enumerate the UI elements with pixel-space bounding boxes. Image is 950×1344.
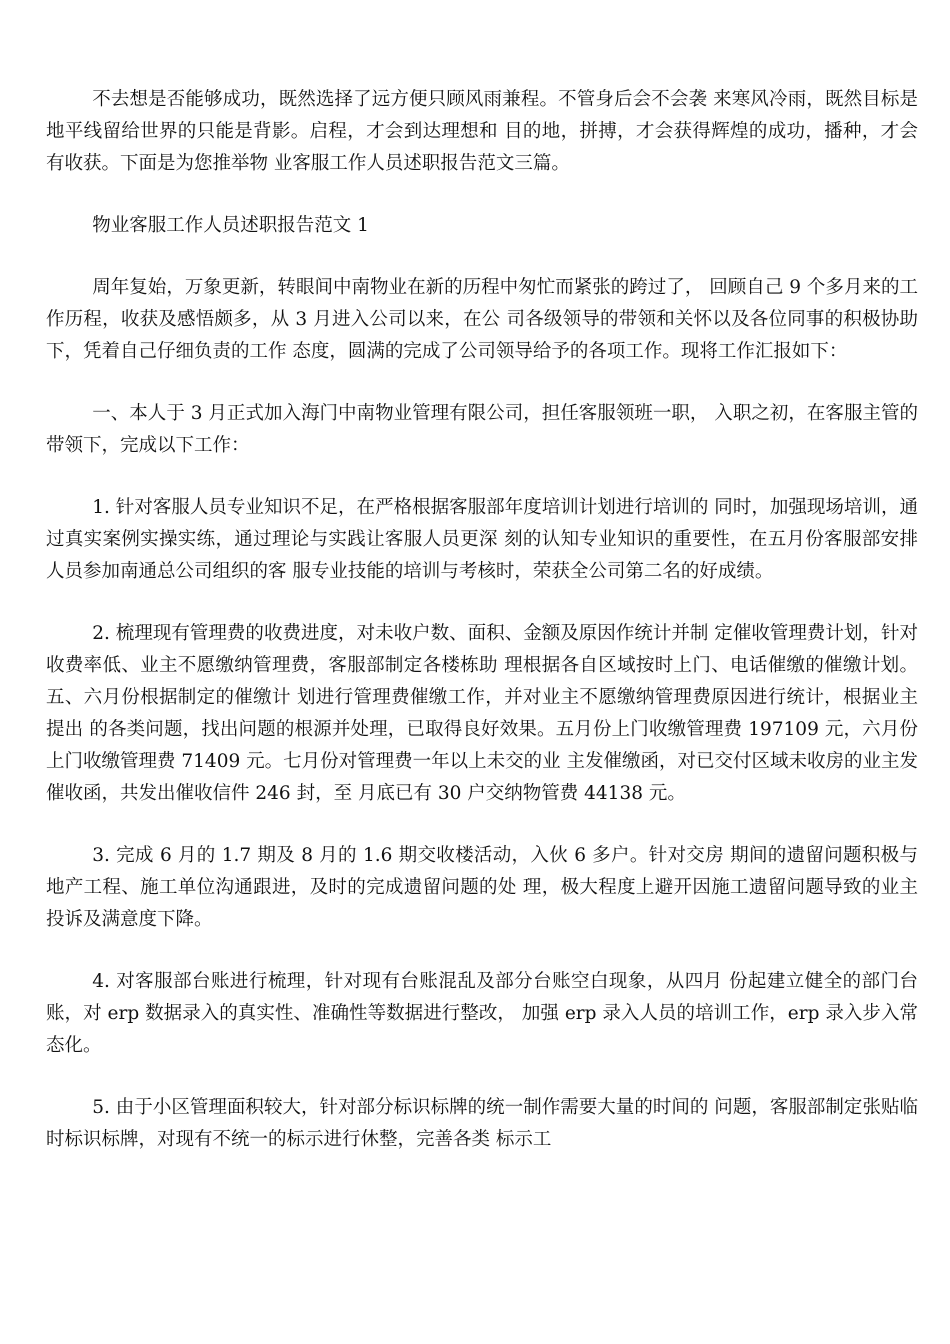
list-item-5: 5. 由于小区管理面积较大，针对部分标识标牌的统一制作需要大量的时间的 问题，客服部制定张贴临时标识标牌，对现有不统一的标示进行休整，完善各类 标示工 bbox=[46, 1097, 918, 1150]
section-title: 物业客服工作人员述职报告范文 1 bbox=[92, 215, 369, 236]
body-paragraph-1: 周年复始，万象更新，转眼间中南物业在新的历程中匆忙而紧张的跨过了， 回顾自己 9 个多月来的工作历程，收获及感悟颇多，从 3 月进入公司以来，在公 司各级领导的带领和关怀以及各位同事的积极协助下，凭着自己仔细负责的工作 态度，圆满的完成了公司领导给予的各项工作。现将工作汇报如下： bbox=[46, 277, 918, 362]
document-page bbox=[46, 84, 918, 1186]
list-item-4: 4. 对客服部台账进行梳理，针对现有台账混乱及部分台账空白现象，从四月 份起建立健全的部门台账，对 erp 数据录入的真实性、准确性等数据进行整改， 加强 erp 录入人员的培训工作，erp 录入步入常态化。 bbox=[46, 971, 918, 1056]
list-item-3: 3. 完成 6 月的 1.7 期及 8 月的 1.6 期交收楼活动，入伙 6 多户。针对交房 期间的遗留问题积极与地产工程、施工单位沟通跟进，及时的完成遗留问题的处 理，极大程度上避开因施工遗留问题导致的业主投诉及满意度下降。 bbox=[46, 845, 918, 930]
body-paragraph-2: 一、本人于 3 月正式加入海门中南物业管理有限公司，担任客服领班一职， 入职之初，在客服主管的带领下，完成以下工作： bbox=[46, 403, 918, 456]
list-item-1: 1. 针对客服人员专业知识不足，在严格根据客服部年度培训计划进行培训的 同时，加强现场培训，通过真实案例实操实练，通过理论与实践让客服人员更深 刻的认知专业知识的重要性，在五月份客服部安排人员参加南通总公司组织的客 服专业技能的培训与考核时，荣获全公司第二名的好成绩。 bbox=[46, 497, 918, 582]
intro-paragraph: 不去想是否能够成功，既然选择了远方便只顾风雨兼程。不管身后会不会袭 来寒风冷雨，既然目标是地平线留给世界的只能是背影。启程，才会到达理想和 目的地，拼搏，才会获得辉煌的成功，播种，才会有收获。下面是为您推举物 业客服工作人员述职报告范文三篇。 bbox=[46, 89, 918, 174]
list-item-2: 2. 梳理现有管理费的收费进度，对未收户数、面积、金额及原因作统计并制 定催收管理费计划，针对收费率低、业主不愿缴纳管理费，客服部制定各楼栋助 理根据各自区域按时上门、电话催缴的催缴计划。五、六月份根据制定的催缴计 划进行管理费催缴工作，并对业主不愿缴纳管理费原因进行统计，根据业主提出 的各类问题，找出问题的根源并处理，已取得良好效果。五月份上门收缴管理费 197109 元，六月份上门收缴管理费 71409 元。七月份对管理费一年以上未交的业 主发催缴函，对已交付区域未收房的业主发催收函，共发出催收信件 246 封，至 月底已有 30 户交纳物管费 44138 元。 bbox=[46, 623, 918, 804]
